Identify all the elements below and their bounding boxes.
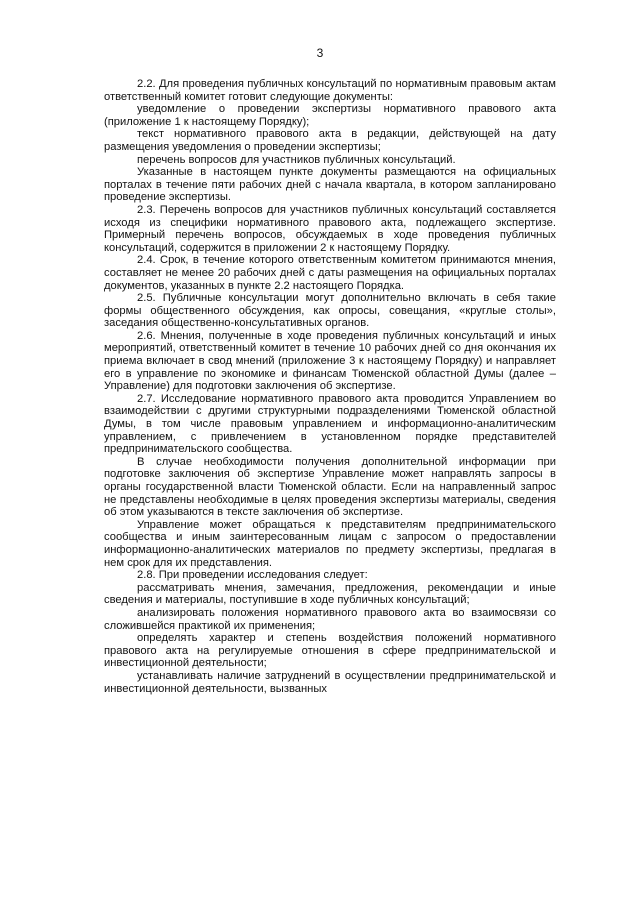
paragraph: анализировать положения нормативного правового акта во взаимосвязи со сложившейся практикой их применения; bbox=[104, 606, 556, 632]
paragraph: 2.8. При проведении исследования следует: bbox=[137, 569, 368, 582]
paragraph: 2.3. Перечень вопросов для участников публичных консультаций составляется исходя из специфики нормативного правового акта, подлежащего экспертизе. Примерный перечень вопросов, обсуждаемых в ходе проведения публичных консультаций, содержится в приложении 2 к настоящему Порядку. bbox=[104, 203, 556, 254]
paragraph: рассматривать мнения, замечания, предложения, рекомендации и иные сведения и материалы, поступившие в ходе публичных консультаций; bbox=[104, 581, 556, 607]
paragraph: 2.2. Для проведения публичных консультаций по нормативным правовым актам ответственный комитет готовит следующие документы: bbox=[104, 78, 556, 103]
paragraph: определять характер и степень воздействия положений нормативного правового акта на регулируемые отношения в сфере предпринимательской и инвестиционной деятельности; bbox=[104, 632, 556, 670]
paragraph: 2.7. Исследование нормативного правового акта проводится Управлением во взаимодействии с другими структурными подразделениями Тюменской областной Думы, в том числе правовым управлением и информационно-аналитическим управлением, с привлечением в установленном порядке представителей предпринимательского сообщества. bbox=[104, 392, 556, 456]
paragraph: 2.5. Публичные консультации могут дополнительно включать в себя такие формы общественного обсуждения, как опросы, совещания, «круглые столы», заседания общественно-консультативных органов. bbox=[104, 292, 556, 330]
paragraph: 2.6. Мнения, полученные в ходе проведения публичных консультаций и иных мероприятий, ответственный комитет в течение 10 рабочих дней со дня окончания их приема включает в свод мнений (приложение 3 к настоящему Порядку) и направляет его в управление по экономике и финансам Тюменской областной Думы (далее – Управление) для подготовки заключения об экспертизе. bbox=[104, 329, 556, 393]
paragraph: 2.4. Срок, в течение которого ответственным комитетом принимаются мнения, составляет не менее 20 рабочих дней с даты размещения на официальных порталах документов, указанных в пункте 2.2 настоящего Порядка. bbox=[104, 254, 556, 292]
paragraph: перечень вопросов для участников публичных консультаций. bbox=[137, 153, 456, 166]
paragraph: устанавливать наличие затруднений в осуществлении предпринимательской и инвестиционной деятельности, вызванных bbox=[104, 669, 556, 695]
page-number: 3 bbox=[316, 46, 324, 60]
paragraph: текст нормативного правового акта в редакции, действующей на дату размещения уведомления о проведении экспертизы; bbox=[104, 128, 556, 153]
paragraph: Указанные в настоящем пункте документы размещаются на официальных порталах в течение пяти рабочих дней с начала квартала, в котором запланировано проведение экспертизы. bbox=[104, 166, 556, 204]
paragraph: В случае необходимости получения дополнительной информации при подготовке заключения об экспертизе Управление может направлять запросы в органы государственной власти Тюменской области. Если на направленный запрос не представлены необходимые в целях проведения экспертизы материалы, сведения об этом указываются в тексте заключения об экспертизе. bbox=[104, 455, 556, 519]
paragraph: Управление может обращаться к представителям предпринимательского сообщества и иным заинтересованным лицам с запросом о предоставлении информационно-аналитических материалов по предмету экспертизы, предлагая в нем срок для их представления. bbox=[104, 518, 556, 569]
document-body bbox=[104, 78, 556, 695]
paragraph: уведомление о проведении экспертизы нормативного правового акта (приложение 1 к настоящему Порядку); bbox=[104, 103, 556, 128]
